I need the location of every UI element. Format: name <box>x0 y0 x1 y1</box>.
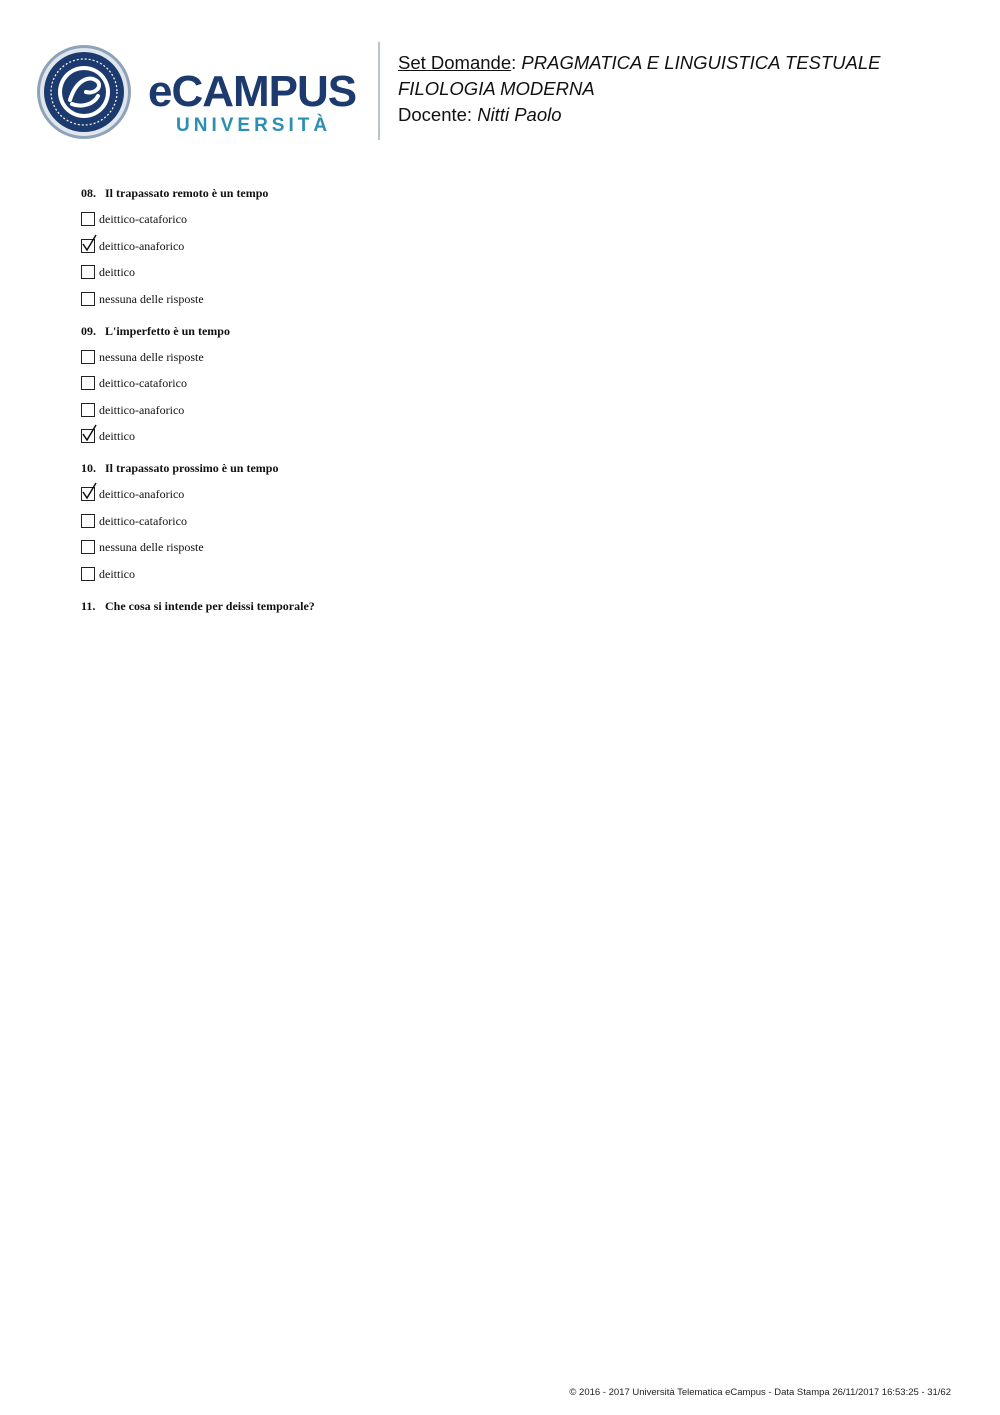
option-label: deittico-cataforico <box>99 376 187 390</box>
question-title <box>81 184 941 202</box>
option-label: deittico-cataforico <box>99 212 187 226</box>
teacher-name: Nitti Paolo <box>477 104 562 125</box>
answer-option[interactable] <box>81 263 941 281</box>
question-number: 11. <box>81 598 96 613</box>
ecampus-logo <box>36 44 366 144</box>
course-title: PRAGMATICA E LINGUISTICA TESTUALE <box>521 52 881 73</box>
set-label: Set Domande <box>398 52 512 73</box>
answer-option[interactable] <box>81 485 941 503</box>
question-number: 08. <box>81 186 96 200</box>
answer-option[interactable] <box>81 348 941 366</box>
answer-option[interactable] <box>81 512 941 530</box>
option-label: deittico-anaforico <box>99 402 185 417</box>
checkbox[interactable] <box>81 567 95 581</box>
question-11 <box>81 597 941 615</box>
question-10 <box>81 459 941 583</box>
question-text: L'imperfetto è un tempo <box>105 323 230 338</box>
checkbox[interactable] <box>81 212 95 226</box>
option-label: nessuna delle risposte <box>99 349 204 364</box>
answer-option[interactable] <box>81 237 941 255</box>
checkmark-icon <box>80 233 98 253</box>
question-title <box>81 322 941 340</box>
checkbox[interactable] <box>81 403 95 417</box>
checkbox[interactable] <box>81 376 95 390</box>
questions-list <box>81 184 941 629</box>
answer-option[interactable] <box>81 210 941 228</box>
course-line: Set Domande: PRAGMATICA E LINGUISTICA TESTUALE <box>398 52 881 73</box>
option-label: deittico-anaforico <box>99 487 185 501</box>
option-label: deittico <box>99 429 135 443</box>
header-divider <box>378 42 380 140</box>
university-seal-icon <box>36 44 132 140</box>
answer-option[interactable] <box>81 290 941 308</box>
question-number: 09. <box>81 323 96 338</box>
checkbox[interactable] <box>81 292 95 306</box>
course-info <box>398 50 881 128</box>
degree-title: FILOLOGIA MODERNA <box>398 78 595 99</box>
option-label: deittico-cataforico <box>99 513 187 528</box>
question-title <box>81 459 941 477</box>
brand-name: eCAMPUS <box>148 67 357 116</box>
answer-option[interactable] <box>81 565 941 583</box>
page-header <box>36 42 966 142</box>
checkbox[interactable] <box>81 265 95 279</box>
question-08 <box>81 184 941 308</box>
checkbox[interactable] <box>81 540 95 554</box>
question-09 <box>81 322 941 446</box>
question-text: Che cosa si intende per deissi temporale? <box>105 598 315 613</box>
question-text: Il trapassato remoto è un tempo <box>105 186 269 200</box>
teacher-label: Docente <box>398 104 467 125</box>
teacher-line: Docente: Nitti Paolo <box>398 104 562 125</box>
answer-option[interactable] <box>81 374 941 392</box>
checkbox[interactable] <box>81 514 95 528</box>
checkmark-icon <box>80 423 98 443</box>
answer-option[interactable] <box>81 427 941 445</box>
option-label: deittico <box>99 265 135 279</box>
checkmark-icon <box>80 481 98 501</box>
question-title <box>81 597 941 615</box>
option-label: deittico <box>99 566 135 581</box>
degree-line <box>398 76 881 102</box>
answer-option[interactable] <box>81 401 941 419</box>
option-label: nessuna delle risposte <box>99 540 204 554</box>
checkbox[interactable] <box>81 350 95 364</box>
page-footer: © 2016 - 2017 Università Telematica eCampus - Data Stampa 26/11/2017 16:53:25 - 31/62 <box>569 1387 951 1398</box>
option-label: deittico-anaforico <box>99 238 185 253</box>
answer-option[interactable] <box>81 538 941 556</box>
question-text: Il trapassato prossimo è un tempo <box>105 461 279 475</box>
question-number: 10. <box>81 461 96 475</box>
brand-subtitle: UNIVERSITÀ <box>176 115 332 136</box>
option-label: nessuna delle risposte <box>99 291 204 306</box>
